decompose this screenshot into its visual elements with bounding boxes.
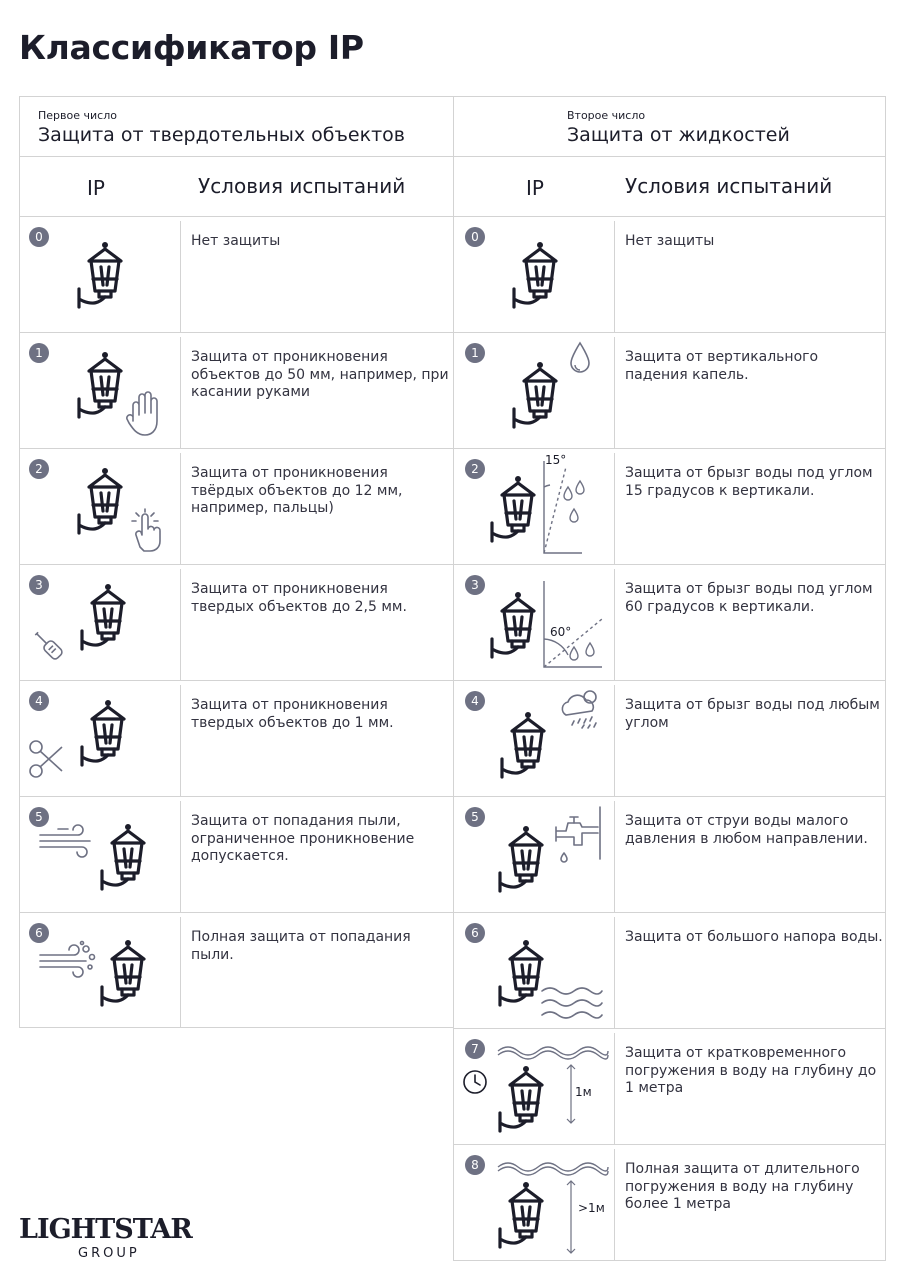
condition-text: Защита от брызг воды под любым углом xyxy=(625,697,880,731)
condition-text: Нет защиты xyxy=(625,233,715,249)
right-row-4 xyxy=(453,680,886,796)
dust-wind-icon xyxy=(38,941,100,977)
left-row-4 xyxy=(19,680,453,796)
right-column-header xyxy=(453,156,886,216)
ip-number-badge: 3 xyxy=(465,575,485,595)
ip-number-badge: 1 xyxy=(29,343,49,363)
left-header-cell xyxy=(19,96,453,156)
ip-number-badge: 3 xyxy=(29,575,49,595)
lamp-icon xyxy=(540,275,541,276)
wind-icon xyxy=(38,825,98,855)
ip-number-badge: 0 xyxy=(29,227,49,247)
right-heading: Защита от жидкостей xyxy=(567,124,790,146)
right-row-8 xyxy=(453,1144,886,1261)
left-row-2 xyxy=(19,448,453,564)
left-kicker: Первое число xyxy=(38,109,117,122)
lamp-icon xyxy=(528,745,529,746)
left-row-1 xyxy=(19,332,453,448)
condition-text: Защита от брызг воды под углом 60 градусов к вертикали. xyxy=(625,581,873,615)
ip-number-badge: 5 xyxy=(29,807,49,827)
lamp-icon xyxy=(526,1099,527,1100)
condition-text: Защита от проникновения твердых объектов до 1 мм. xyxy=(191,697,394,731)
scissors-icon xyxy=(28,739,68,781)
lamp-icon xyxy=(128,857,129,858)
left-row-5 xyxy=(19,796,453,912)
condition-text: Защита от большого напора воды. xyxy=(625,929,883,945)
depth-arrow-icon xyxy=(564,1179,578,1255)
hand-icon xyxy=(125,391,165,437)
right-kicker: Второе число xyxy=(567,109,646,122)
lamp-icon xyxy=(540,395,541,396)
lamp-icon xyxy=(518,625,519,626)
left-col-ip: IP xyxy=(87,176,105,200)
finger-touch-icon xyxy=(124,507,166,553)
ip-number-badge: 2 xyxy=(29,459,49,479)
right-row-1 xyxy=(453,332,886,448)
condition-text: Защита от проникновения твёрдых объектов до 12 мм, например, пальцы) xyxy=(191,465,403,516)
left-heading: Защита от твердотельных объектов xyxy=(38,124,405,146)
right-col-ip: IP xyxy=(526,176,544,200)
condition-text: Защита от струи воды малого давления в любом направлении. xyxy=(625,813,868,847)
left-row-3 xyxy=(19,564,453,680)
drop-icon xyxy=(568,341,592,377)
depth-label: 1м xyxy=(575,1085,592,1099)
right-row-5 xyxy=(453,796,886,912)
condition-text: Защита от кратковременного погружения в воду на глубину до 1 метра xyxy=(625,1045,877,1096)
condition-text: Защита от вертикального падения капель. xyxy=(625,349,819,383)
angle-label: 15° xyxy=(545,453,567,467)
right-row-0 xyxy=(453,216,886,332)
ip-number-badge: 4 xyxy=(465,691,485,711)
ip-number-badge: 6 xyxy=(465,923,485,943)
condition-text: Полная защита от попадания пыли. xyxy=(191,929,411,963)
right-row-6 xyxy=(453,912,886,1028)
lamp-icon xyxy=(105,385,106,386)
lamp-icon xyxy=(105,501,106,502)
screwdriver-icon xyxy=(30,625,66,665)
lamp-icon xyxy=(526,1215,527,1216)
rain-cloud-icon xyxy=(560,685,606,729)
depth-label: >1м xyxy=(578,1201,605,1215)
ip-number-badge: 0 xyxy=(465,227,485,247)
condition-text: Защита от попадания пыли, ограниченное проникновение допускается. xyxy=(191,813,415,864)
ip-number-badge: 6 xyxy=(29,923,49,943)
left-col-conditions: Условия испытаний xyxy=(198,174,406,198)
condition-text: Защита от проникновения объектов до 50 мм, например, при касании руками xyxy=(191,349,449,400)
faucet-icon xyxy=(554,803,606,861)
ip-number-badge: 1 xyxy=(465,343,485,363)
ip-number-badge: 8 xyxy=(465,1155,485,1175)
lamp-icon xyxy=(526,859,527,860)
ip-number-badge: 5 xyxy=(465,807,485,827)
left-column-header xyxy=(19,156,453,216)
right-row-2 xyxy=(453,448,886,564)
lamp-icon xyxy=(108,617,109,618)
condition-text: Нет защиты xyxy=(191,233,281,249)
lamp-icon xyxy=(128,973,129,974)
lamp-icon xyxy=(526,973,527,974)
ip-number-badge: 4 xyxy=(29,691,49,711)
left-row-6 xyxy=(19,912,453,1028)
condition-text: Полная защита от длительного погружения в воду на глубину более 1 метра xyxy=(625,1161,860,1212)
right-col-conditions: Условия испытаний xyxy=(625,174,833,198)
angle-15-drops-icon xyxy=(542,457,592,557)
lamp-icon xyxy=(108,733,109,734)
clock-icon xyxy=(462,1069,488,1095)
waves-icon xyxy=(540,983,604,1027)
condition-text: Защита от проникновения твердых объектов до 2,5 мм. xyxy=(191,581,407,615)
brand-logo: LIGHTSTAR xyxy=(19,1214,192,1245)
ip-number-badge: 7 xyxy=(465,1039,485,1059)
lamp-icon xyxy=(105,275,106,276)
ip-number-badge: 2 xyxy=(465,459,485,479)
right-row-3 xyxy=(453,564,886,680)
lamp-icon xyxy=(518,509,519,510)
right-row-7 xyxy=(453,1028,886,1144)
condition-text: Защита от брызг воды под углом 15 градусов к вертикали. xyxy=(625,465,873,499)
page-title: Классификатор IP xyxy=(19,28,364,67)
brand-logo-sub: GROUP xyxy=(78,1246,140,1261)
angle-label: 60° xyxy=(550,625,572,639)
left-row-0 xyxy=(19,216,453,332)
water-surface-icon xyxy=(496,1043,610,1059)
water-surface-icon xyxy=(496,1159,610,1175)
right-header-cell xyxy=(453,96,886,156)
